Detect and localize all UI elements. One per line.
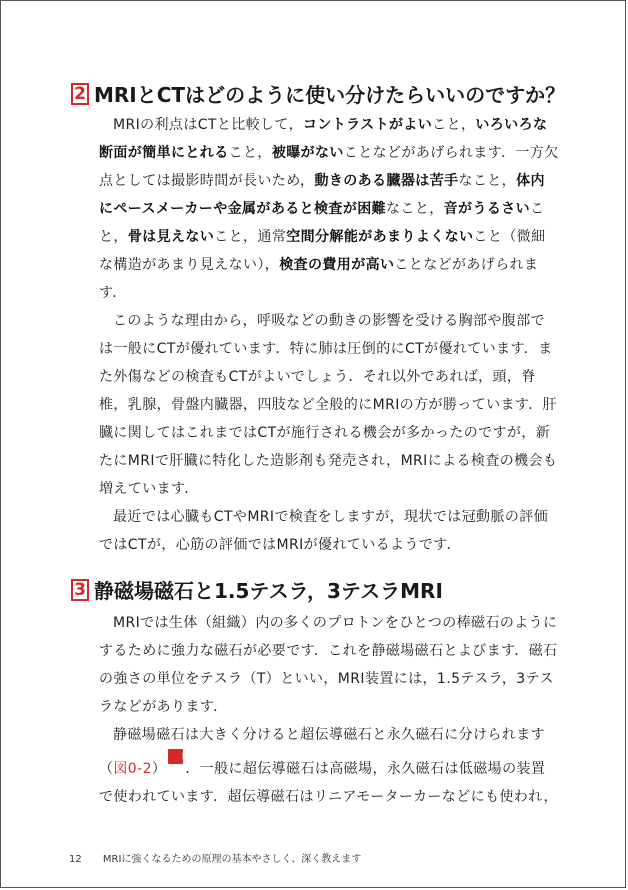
page-number: 12 [69,854,82,865]
section-3-body [99,609,559,811]
paragraph [99,307,559,503]
text-run: こと， [228,145,272,161]
text-run: MRIでは生体（組織）内の多くのプロトンをひとつの棒磁石のようにするために強力な磁石が必要です．これを静磁場磁石とよびます．磁石の強さの単位をテスラ（T）といい，MRI装置には，1.5テスラ，3テスラなどがあります． [99,615,558,715]
paragraph [99,721,559,811]
book-title: MRIに強くなるための原理の基本やさしく、深く教えます [102,854,362,865]
figure-reference: 図0-2 [113,761,152,777]
bold-phrase: 音がうるさい [443,201,531,217]
text-run: 静磁場磁石は大きく分けると超伝導磁石と永久磁石に分けられます（ [99,727,545,777]
section-3-title: 静磁場磁石と1.5テスラ，3テスラMRI [94,579,443,603]
text-run: ことなどがあげられます．一方欠点としては撮影時間が長いため， [99,145,559,189]
section-2-number: 2 [71,83,89,105]
text-run: こと，通常 [214,229,287,245]
section-3-number: 3 [71,579,89,601]
footnote-badge: 脚注 [168,749,183,764]
section-3-heading [71,575,443,604]
bold-phrase: 動きのある臓器は苦手 [314,173,459,189]
text-run: ことなどがあげられます． [99,257,539,301]
bold-phrase: 空間分解能があまりよくない [286,229,474,245]
text-run: こと（微細な構造があまり見えない）， [99,229,546,273]
paragraph [99,503,559,559]
text-run: MRIの利点はCTと比較して， [113,117,303,133]
section-2-title: MRIとCTはどのように使い分けたらいいのですか？ [94,83,566,107]
bold-phrase: 骨は見えない [127,229,215,245]
text-run: ） [151,761,167,777]
page-footer [69,850,361,865]
text-run: こと， [99,201,545,245]
section-2-heading [71,79,565,108]
bold-phrase: 検査の費用が高い [279,257,395,273]
bold-phrase: コントラストがよい [302,117,433,133]
text-run: このような理由から，呼吸などの動きの影響を受ける胸部や腹部では一般にCTが優れています．特に肺は圧倒的にCTが優れています．また外傷などの検査もCTがよいでしょう．それ以外であれば，頭，脊椎，乳腺，骨盤内臓器，四肢など全般的にMRIの方が勝っています．肝臓に関してはこれまではCTが施行される機会が多かったのですが，新たにMRIで肝臓に特化した造影剤も発売され，MRIによる検査の機会も増えています． [99,313,558,497]
section-2-body [99,111,559,559]
text-run: ．一般に超伝導磁石は高磁場，永久磁石は低磁場の装置で使われています．超伝導磁石はリニアモーターカーなどにも使われ， [99,761,558,805]
text-run: こと， [432,117,476,133]
text-run: 最近では心臓もCTやMRIで検査をしますが，現状では冠動脈の評価ではCTが，心筋の評価ではMRIが優れているようです． [99,509,549,553]
text-run: なこと， [458,173,517,189]
bold-phrase: 体内にペースメーカーや金属があると検査が困難 [99,173,545,217]
text-run: なこと， [386,201,444,217]
bold-phrase: いろいろな断面が簡単にとれる [99,117,548,161]
paragraph [99,609,559,721]
bold-phrase: 被曝がない [271,145,344,161]
paragraph [99,111,559,307]
